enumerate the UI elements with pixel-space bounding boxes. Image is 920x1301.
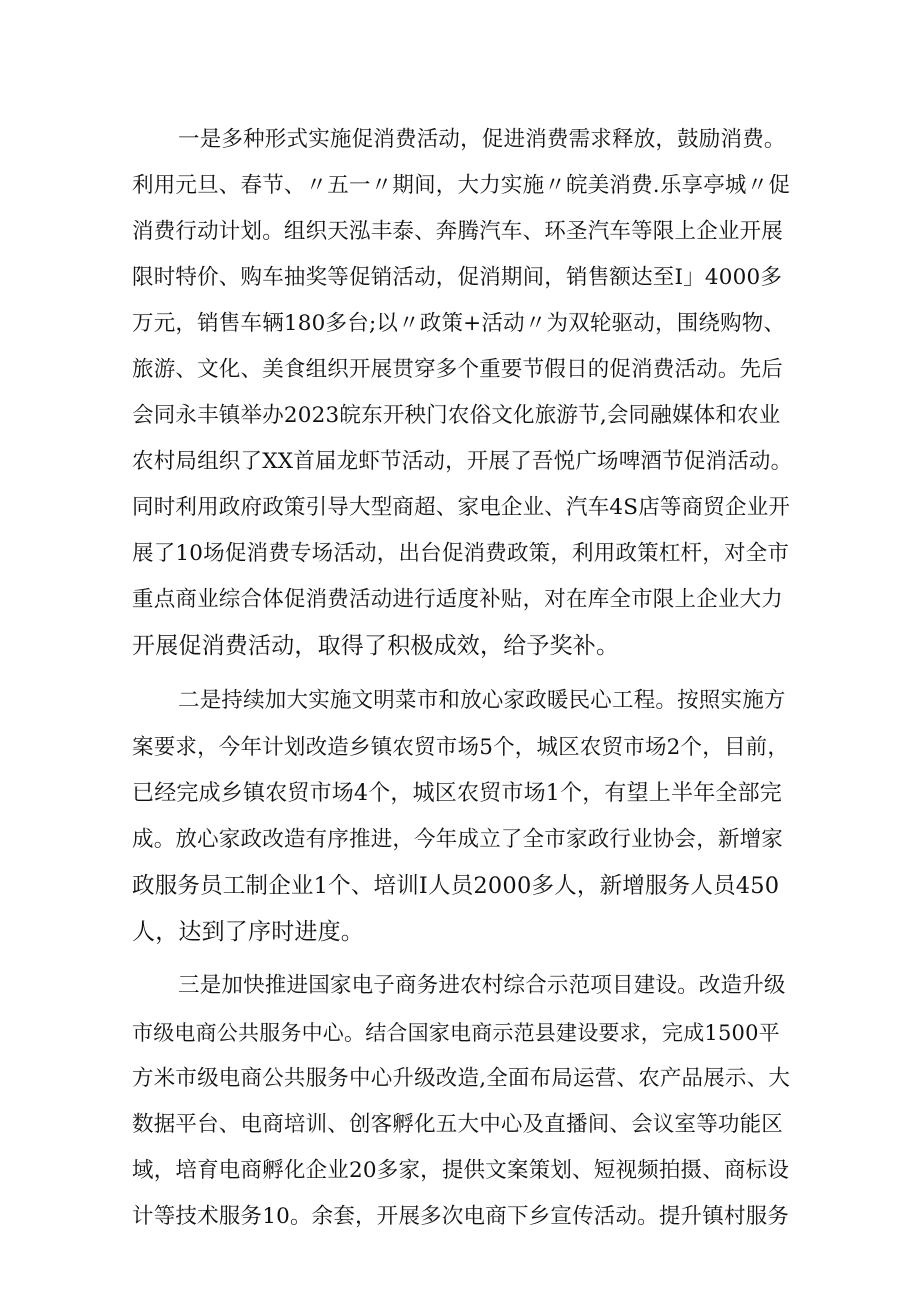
paragraph-1-line-2: 利用元旦、春节、〃五一〃期间，大力实施〃皖美消费.乐享亭城〃促	[132, 173, 791, 198]
paragraph-3-line-2: 市级电商公共服务中心。结合国家电商示范县建设要求，完成1500平	[132, 1021, 780, 1045]
paragraph-1-line-6: 旅游、文化、美食组织开展贯穿多个重要节假日的促消费活动。先后	[132, 357, 784, 382]
paragraph-2-line-3: 已经完成乡镇农贸市场4个，城区农贸市场1个，有望上半年全部完	[132, 781, 782, 806]
paragraph-1-line-10: 展了10场促消费专场活动，出台促消费政策，利用政策杠杆，对全市	[132, 541, 790, 566]
paragraph-3-line-1: 三是加快推进国家电子商务进农村综合示范项目建设。改造升级	[178, 973, 786, 998]
paragraph-1-line-12: 开展促消费活动，取得了积极成效，给予奖补。	[132, 633, 620, 659]
paragraph-3-line-3: 方米市级电商公共服务中心升级改造,全面布局运营、农产品展示、大	[132, 1066, 791, 1091]
paragraph-3-line-4: 数据平台、电商培训、创客孵化五大中心及直播间、会议室等功能区	[132, 1112, 784, 1137]
paragraph-2-line-4: 成。放心家政改造有序推进，今年成立了全市家政行业协会，新增家	[132, 827, 784, 852]
paragraph-3-line-5: 域，培育电商孵化企业20多家，提供文案策划、短视频拍摄、商标设	[132, 1158, 790, 1183]
paragraph-1-line-4: 限时特价、购车抽奖等促销活动，促消期间，销售额达至I」4000多	[132, 265, 783, 290]
paragraph-2-line-1: 二是持续加大实施文明菜市和放心家政暖民心工程。按照实施方	[178, 688, 786, 713]
paragraph-1-line-1: 一是多种形式实施促消费活动，促进消费需求释放，鼓励消费。	[178, 127, 786, 152]
paragraph-1-line-11: 重点商业综合体促消费活动进行适度补贴，对在库全市限上企业大力	[132, 587, 784, 612]
paragraph-2-line-6: 人，达到了序时进度。	[132, 919, 364, 945]
paragraph-1-line-8: 农村局组织了XX首届龙虾节活动，开展了吾悦广场啤酒节促消活动。	[132, 449, 793, 474]
paragraph-2-line-2: 案要求，今年计划改造乡镇农贸市场5个，城区农贸市场2个，目前，	[132, 735, 790, 760]
paragraph-1-line-9: 同时利用政府政策引导大型商超、家电企业、汽车4S店等商贸企业开	[132, 495, 791, 520]
paragraph-1-line-7: 会同永丰镇举办2023皖东开秧门农俗文化旅游节,会同融媒体和农业	[132, 403, 781, 428]
paragraph-2-line-5: 政服务员工制企业1个、培训I人员2000多人，新增服务人员450	[132, 873, 780, 899]
paragraph-1-line-5: 万元，销售车辆180多台;以〃政策+活动〃为双轮驱动，围绕购物、	[132, 311, 786, 336]
paragraph-1-line-3: 消费行动计划。组织天泓丰泰、奔腾汽车、环圣汽车等限上企业开展	[132, 219, 784, 244]
paragraph-3-line-6: 计等技术服务10。余套，开展多次电商下乡宣传活动。提升镇村服务	[132, 1204, 790, 1229]
